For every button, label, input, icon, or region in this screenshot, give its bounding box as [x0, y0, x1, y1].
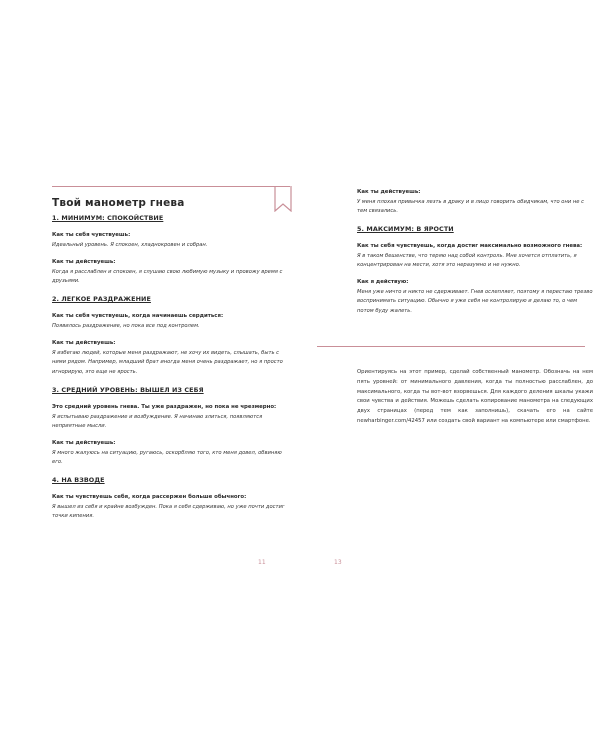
section-2	[52, 295, 288, 376]
page-number: 11	[258, 559, 266, 566]
instructions-paragraph: Ориентируясь на этот пример, сделай собственный манометр. Обозначь на нем пять уровней: от минимального давления, когда ты полностью расслаблен, до максимального, когда ты вот-вот взорвешься. Для каждого деления шкалы укажи свои чувства и действия. Можешь сделать копирование манометра на следующих двух страницах (перед тем как заполнишь), скачать его на сайте newharbinger.com/42457 или создать свой вариант на компьютере или смартфоне.	[357, 369, 593, 424]
question: Как ты себя чувствуешь:	[52, 232, 131, 238]
section-heading: 4. НА ВЗВОДЕ	[52, 476, 105, 485]
question: Это средний уровень гнева. Ты уже раздражен, но пока не чрезмерно:	[52, 403, 277, 410]
answer: У меня плохая привычка лезть в драку и в лицо говорить обидчикам, что они не с тем связались.	[357, 199, 584, 215]
right-page	[300, 0, 600, 750]
section-1	[52, 214, 288, 286]
left-content	[52, 214, 288, 530]
question: Как ты себя чувствуешь, когда начинаешь сердиться:	[52, 313, 224, 320]
section-5	[357, 225, 593, 315]
answer: Меня уже ничто и никто не сдерживает. Гнев ослепляет, поэтому я перестаю трезво воспринимать ситуацию. Обычно я уже себя не контролирую и делаю то, о чем потом буду жалеть.	[357, 289, 593, 314]
page-divider	[317, 346, 585, 347]
section-heading: 3. СРЕДНИЙ УРОВЕНЬ: ВЫШЕЛ ИЗ СЕБЯ	[52, 385, 204, 394]
section-4	[52, 476, 288, 521]
section-3	[52, 386, 288, 467]
answer: Появилось раздражение, но пока все под контролем.	[52, 323, 200, 330]
answer: Я избегаю людей, которые меня раздражают, не хочу их видеть, слышать, быть с ними рядом. Например, младший брат иногда меня очень раздражает, но я просто игнорирую, это еще не ярость.	[52, 350, 283, 375]
bookmark-icon	[274, 186, 292, 212]
answer: Я в таком бешенстве, что теряю над собой контроль. Мне хочется отплатить, я концентрирован на мести, хотя это неразумно и не нужно.	[357, 253, 577, 269]
question: Как ты себя чувствуешь, когда достиг максимально возможного гнева:	[357, 243, 583, 250]
answer: Я испытываю раздражение и возбуждение. Я начинаю злиться, появляются неприятные мысли.	[52, 413, 263, 429]
question: Как ты действуешь:	[52, 340, 116, 347]
section-heading: 5. МАКСИМУМ: В ЯРОСТИ	[357, 225, 454, 234]
section-heading: 1. МИНИМУМ: СПОКОЙСТВИЕ	[52, 214, 164, 222]
answer: Когда я расслаблен и спокоен, я слушаю свою любимую музыку и провожу время с друзьями.	[52, 269, 283, 285]
question: Как ты чувствуешь себя, когда рассержен больше обычного:	[52, 494, 247, 501]
answer: Я вышел из себя и крайне возбужден. Пока я себя сдерживаю, но уже почти достиг точки кипения.	[52, 504, 285, 520]
page-title: Твой манометр гнева	[52, 197, 185, 209]
question: Как я действую:	[357, 279, 409, 286]
right-content	[357, 189, 593, 325]
section-heading: 2. ЛЕГКОЕ РАЗДРАЖЕНИЕ	[52, 295, 151, 304]
question: Как ты действуешь:	[52, 439, 116, 446]
question: Как ты действуешь:	[52, 259, 116, 266]
answer: Идеальный уровень. Я спокоен, хладнокровен и собран.	[52, 242, 208, 248]
question: Как ты действуешь:	[357, 189, 421, 195]
title-block	[52, 186, 292, 209]
answer: Я много жалуюсь на ситуацию, ругаюсь, оскорбляю того, кто меня довел, обвиняю его.	[52, 449, 282, 465]
page-number: 13	[334, 559, 342, 566]
